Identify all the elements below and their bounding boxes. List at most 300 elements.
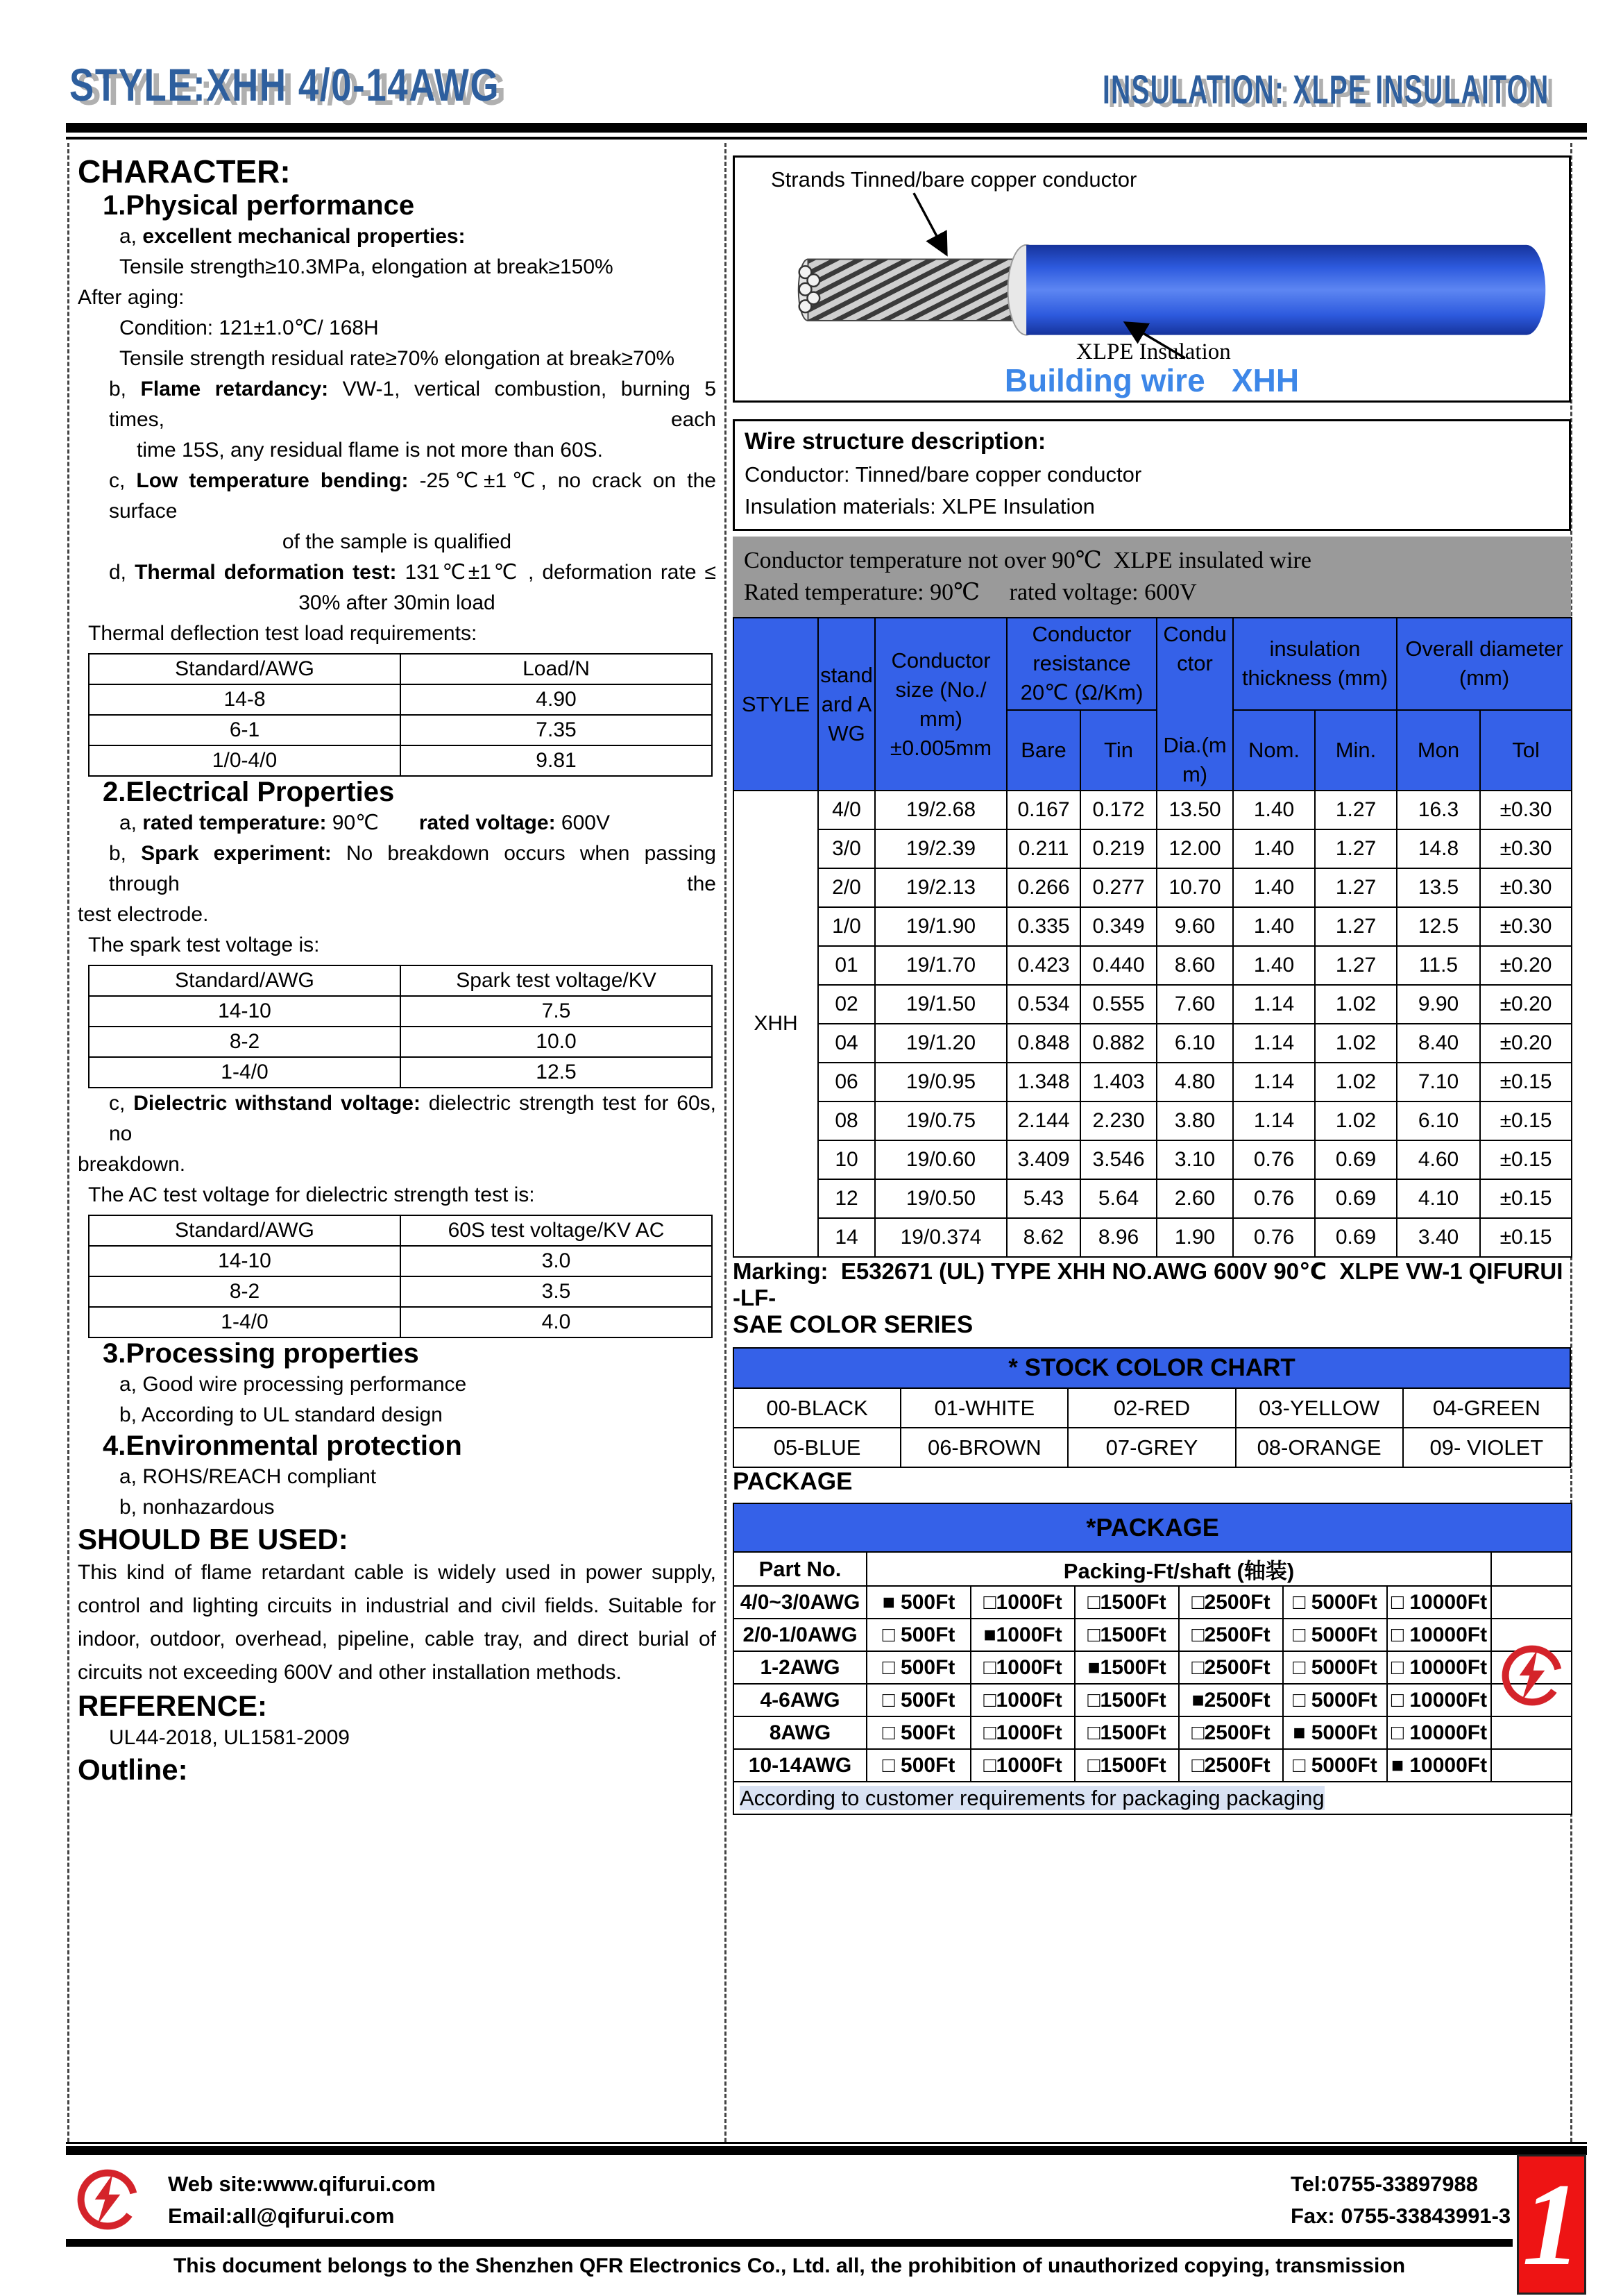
cell-awg: 06: [818, 1063, 875, 1101]
item-label: Flame retardancy:: [140, 378, 343, 400]
cell-dia: 3.80: [1157, 1101, 1233, 1140]
col-min: Min.: [1315, 710, 1397, 791]
table-row: [89, 715, 712, 745]
packing-option: □ 5000Ft: [1283, 1749, 1387, 1782]
packing-option: ■2500Ft: [1179, 1684, 1283, 1716]
processing-b: b, According to UL standard design: [119, 1403, 443, 1426]
usage-paragraph: This kind of flame retardant cable is widely used in power supply, control and lighting circuits in industrial and civil fields. Suitable for indoor, outdoor, overhead, pipeline, cable tray, and direct burial of circuits not exceeding 600V and other installation methods.: [78, 1561, 716, 1684]
section-physical-performance: 1.Physical performance: [103, 190, 415, 221]
cell-min: 1.27: [1315, 868, 1397, 907]
col-conductor-dia-line1: Conductor: [1163, 622, 1227, 675]
cell-tol: ±0.20: [1480, 1024, 1572, 1063]
env-b: b, nonhazardous: [119, 1496, 275, 1519]
reference-heading: REFERENCE:: [78, 1689, 268, 1722]
packing-option: □1000Ft: [971, 1684, 1075, 1716]
cell-tin: 0.555: [1080, 985, 1157, 1024]
cell-dia: 9.60: [1157, 907, 1233, 946]
packing-option: □ 500Ft: [867, 1651, 971, 1684]
cell-tol: ±0.20: [1480, 985, 1572, 1024]
packing-option: □ 5000Ft: [1283, 1684, 1387, 1716]
qfr-logo-icon: [1500, 1639, 1564, 1712]
item-prefix: a,: [119, 811, 143, 834]
spec-row: [733, 1140, 1572, 1179]
packing-option: □1000Ft: [971, 1716, 1075, 1749]
cell-size: 19/0.95: [875, 1063, 1007, 1101]
cell-nom: 0.76: [1233, 1179, 1315, 1218]
cell-nom: 0.76: [1233, 1218, 1315, 1257]
cell-awg: 1-4/0: [89, 1057, 400, 1088]
item-label: Low temperature bending:: [136, 469, 420, 492]
footer-rule-bottom: [66, 2239, 1513, 2247]
cell-min: 1.27: [1315, 946, 1397, 985]
packing-option: □1000Ft: [971, 1749, 1075, 1782]
cell-size: 19/0.60: [875, 1140, 1007, 1179]
item-prefix: a,: [119, 225, 143, 248]
dielectric-line2: breakdown.: [78, 1153, 186, 1176]
packing-option: ■ 5000Ft: [1283, 1716, 1387, 1749]
color-cell: 08-ORANGE: [1236, 1428, 1403, 1467]
cell-tin: 3.546: [1080, 1140, 1157, 1179]
right-column: [733, 155, 1589, 1815]
rated-temp-label: rated temperature:: [142, 811, 332, 834]
cell-tin: 0.349: [1080, 907, 1157, 946]
col-insulation-thickness: insulation thickness (mm): [1233, 618, 1397, 710]
cell-min: 1.27: [1315, 907, 1397, 946]
cell-bare: 0.534: [1007, 985, 1080, 1024]
footer-email[interactable]: Email:all@qifurui.com: [168, 2204, 395, 2228]
condition-line: Condition: 121±1.0℃/ 168H: [119, 316, 379, 339]
cell-load: 9.81: [400, 745, 712, 776]
packing-option: □ 500Ft: [867, 1619, 971, 1651]
cell-tol: ±0.15: [1480, 1140, 1572, 1179]
thermal-load-table: [88, 653, 713, 777]
wire-structure-insulation: Insulation materials: XLPE Insulation: [745, 494, 1095, 518]
cell-tin: 1.403: [1080, 1063, 1157, 1101]
packing-option: □1500Ft: [1075, 1749, 1179, 1782]
should-be-used-heading: SHOULD BE USED:: [78, 1523, 348, 1555]
cell-part: 8AWG: [733, 1716, 867, 1749]
spec-row: [733, 829, 1572, 868]
stranded-conductor: [808, 259, 1025, 320]
package-table-wrap: [733, 1503, 1571, 1815]
color-cell: 04-GREEN: [1403, 1388, 1570, 1428]
packing-option: □2500Ft: [1179, 1651, 1283, 1684]
packing-option: □2500Ft: [1179, 1586, 1283, 1619]
character-heading: CHARACTER:: [78, 153, 291, 189]
item-prefix: d,: [109, 561, 135, 584]
cell-tin: 0.172: [1080, 791, 1157, 829]
cell-tin: 0.882: [1080, 1024, 1157, 1063]
packing-option: □ 500Ft: [867, 1749, 971, 1782]
cell-kv: 4.0: [400, 1307, 712, 1337]
cell-bare: 0.848: [1007, 1024, 1080, 1063]
cell-size: 19/2.39: [875, 829, 1007, 868]
cell-size: 19/1.50: [875, 985, 1007, 1024]
col-conductor-resistance: Conductor resistance 20℃ (Ω/Km): [1007, 618, 1157, 710]
package-note-row: [733, 1782, 1572, 1814]
packing-option: □1000Ft: [971, 1651, 1075, 1684]
packing-option: □ 10000Ft: [1387, 1716, 1491, 1749]
package-title: *PACKAGE: [733, 1503, 1572, 1552]
cell-awg: 2/0: [818, 868, 875, 907]
cell-tin: 0.440: [1080, 946, 1157, 985]
cell-mon: 3.40: [1397, 1218, 1480, 1257]
cell-nom: 1.14: [1233, 985, 1315, 1024]
cell-bare: 3.409: [1007, 1140, 1080, 1179]
cell-bare: 0.335: [1007, 907, 1080, 946]
col-mon: Mon: [1397, 710, 1480, 791]
table-row: [89, 684, 712, 715]
cell-tol: ±0.30: [1480, 907, 1572, 946]
cell-min: 0.69: [1315, 1218, 1397, 1257]
cell-tol: ±0.15: [1480, 1063, 1572, 1101]
cell-mon: 12.5: [1397, 907, 1480, 946]
marking-line: [733, 1258, 1589, 1311]
item-label: Dielectric withstand voltage:: [133, 1092, 420, 1115]
packing-option: □2500Ft: [1179, 1749, 1283, 1782]
cell-tin: 5.64: [1080, 1179, 1157, 1218]
packing-option: □2500Ft: [1179, 1716, 1283, 1749]
thermal-note: Thermal deflection test load requirements:: [88, 622, 477, 645]
cell-min: 1.27: [1315, 829, 1397, 868]
cell-min: 1.02: [1315, 985, 1397, 1024]
rated-temp-value: 90℃: [332, 811, 379, 834]
cell-awg: 12: [818, 1179, 875, 1218]
cell-nom: 1.40: [1233, 791, 1315, 829]
cell-awg: 14: [818, 1218, 875, 1257]
cell-mon: 6.10: [1397, 1101, 1480, 1140]
packing-option: □ 10000Ft: [1387, 1684, 1491, 1716]
cell-mon: 4.10: [1397, 1179, 1480, 1218]
col-nom: Nom.: [1233, 710, 1315, 791]
processing-a: a, Good wire processing performance: [119, 1373, 467, 1396]
rated-line: [78, 808, 716, 838]
item-prefix: c,: [109, 1092, 134, 1115]
packing-option: □ 5000Ft: [1283, 1619, 1387, 1651]
item-d-thermal: [78, 557, 716, 588]
cell-kv: 12.5: [400, 1057, 712, 1088]
tensile-line: Tensile strength≥10.3MPa, elongation at break≥150%: [119, 255, 613, 278]
color-cell: 05-BLUE: [733, 1428, 901, 1467]
package-row: [733, 1684, 1572, 1716]
package-row: [733, 1651, 1572, 1684]
package-note-text: According to customer requirements for packaging packaging: [740, 1785, 1325, 1810]
cell-tol: ±0.15: [1480, 1218, 1572, 1257]
spec-row: [733, 1218, 1572, 1257]
cell-part: 2/0-1/0AWG: [733, 1619, 867, 1651]
stock-color-header: [733, 1348, 1570, 1388]
banner-line2: Rated temperature: 90℃ rated voltage: 600V: [744, 580, 1197, 605]
cell-size: 19/0.50: [875, 1179, 1007, 1218]
spec-row: [733, 1024, 1572, 1063]
logo-column-cell: [1491, 1586, 1572, 1619]
spec-row: [733, 1179, 1572, 1218]
cell-nom: 1.40: [1233, 868, 1315, 907]
conductor-callout-label: Strands Tinned/bare copper conductor: [771, 167, 1137, 192]
item-prefix: c,: [109, 469, 137, 492]
package-title-row: [733, 1503, 1572, 1552]
packing-option: □ 5000Ft: [1283, 1586, 1387, 1619]
color-cell: 03-YELLOW: [1236, 1388, 1403, 1428]
cell-min: 1.02: [1315, 1024, 1397, 1063]
cell-kv: 10.0: [400, 1027, 712, 1057]
col-standard-awg: Standard/AWG: [89, 654, 400, 684]
cell-tol: ±0.30: [1480, 829, 1572, 868]
packing-option: ■1500Ft: [1075, 1651, 1179, 1684]
package-note: [733, 1782, 1572, 1814]
packing-option: ■ 500Ft: [867, 1586, 971, 1619]
header-rule-thin: [66, 137, 1587, 140]
col-standard-awg: standard AWG: [818, 618, 875, 791]
cell-size: 19/1.20: [875, 1024, 1007, 1063]
cell-awg: 01: [818, 946, 875, 985]
cell-nom: 1.14: [1233, 1063, 1315, 1101]
section-processing: 3.Processing properties: [103, 1338, 419, 1369]
reference-text: UL44-2018, UL1581-2009: [109, 1726, 350, 1749]
spec-style-value: XHH: [733, 791, 818, 1257]
cell-bare: 0.266: [1007, 868, 1080, 907]
table-row: [89, 1307, 712, 1337]
item-b-spark: [78, 838, 716, 900]
spec-row: [733, 868, 1572, 907]
cell-part: 1-2AWG: [733, 1651, 867, 1684]
ac-voltage-table: [88, 1215, 713, 1338]
cell-mon: 11.5: [1397, 946, 1480, 985]
packing-option: □ 10000Ft: [1387, 1619, 1491, 1651]
cell-awg: 10: [818, 1140, 875, 1179]
item-text: 131℃±1℃ , deformation rate ≤: [405, 561, 717, 584]
packing-header: Packing-Ft/shaft (轴装): [867, 1552, 1491, 1586]
cell-tol: ±0.30: [1480, 868, 1572, 907]
item-b-flame: [78, 374, 716, 435]
banner-line1: Conductor temperature not over 90℃ XLPE insulated wire: [744, 548, 1311, 573]
outline-heading: Outline:: [78, 1753, 188, 1786]
cell-bare: 0.167: [1007, 791, 1080, 829]
cell-size: 19/2.68: [875, 791, 1007, 829]
cell-bare: 0.423: [1007, 946, 1080, 985]
doc-title-left: STYLE:XHH 4/0-14AWG: [69, 59, 500, 110]
qfr-logo-icon: [66, 2163, 149, 2236]
logo-column-cell: [1491, 1749, 1572, 1782]
after-aging-line: After aging:: [78, 286, 185, 309]
spec-row: [733, 1101, 1572, 1140]
cell-bare: 5.43: [1007, 1179, 1080, 1218]
package-row: [733, 1716, 1572, 1749]
package-row: [733, 1749, 1572, 1782]
col-60s-voltage: 60S test voltage/KV AC: [400, 1215, 712, 1246]
wire-structure-conductor: Conductor: Tinned/bare copper conductor: [745, 462, 1142, 487]
cell-awg: 14-8: [89, 684, 400, 715]
rated-volt-label: rated voltage:: [418, 811, 561, 834]
insulation-body: [1026, 245, 1527, 335]
cell-part: 4/0~3/0AWG: [733, 1586, 867, 1619]
section-electrical: 2.Electrical Properties: [103, 777, 395, 807]
cell-awg: 3/0: [818, 829, 875, 868]
cell-awg: 4/0: [818, 791, 875, 829]
col-conductor-dia-line2: Dia.(mm): [1163, 732, 1227, 786]
footer-contact: [168, 2168, 436, 2232]
cell-dia: 8.60: [1157, 946, 1233, 985]
cell-tin: 2.230: [1080, 1101, 1157, 1140]
color-cell: 01-WHITE: [901, 1388, 1068, 1428]
packing-option: □ 10000Ft: [1387, 1651, 1491, 1684]
cell-min: 1.02: [1315, 1063, 1397, 1101]
header-rule-thick: [66, 123, 1587, 133]
cell-awg: 6-1: [89, 715, 400, 745]
cell-load: 7.35: [400, 715, 712, 745]
cell-tol: ±0.30: [1480, 791, 1572, 829]
cell-kv: 7.5: [400, 996, 712, 1027]
item-prefix: b,: [109, 842, 142, 865]
packing-option: □1000Ft: [971, 1586, 1075, 1619]
cell-mon: 7.10: [1397, 1063, 1480, 1101]
doc-title-right: INSULATION: XLPE INSULAITON: [1103, 67, 1549, 112]
spec-row: [733, 791, 1572, 829]
cell-load: 4.90: [400, 684, 712, 715]
cell-min: 1.02: [1315, 1101, 1397, 1140]
part-no-header: Part No.: [733, 1552, 867, 1586]
table-row: [89, 1246, 712, 1276]
color-cell: 00-BLACK: [733, 1388, 901, 1428]
specification-table: [733, 617, 1572, 1258]
cell-dia: 1.90: [1157, 1218, 1233, 1257]
footer-website[interactable]: Web site:www.qifurui.com: [168, 2172, 436, 2196]
cell-size: 19/2.13: [875, 868, 1007, 907]
cell-mon: 4.60: [1397, 1140, 1480, 1179]
packing-option: □ 10000Ft: [1387, 1586, 1491, 1619]
col-spark-voltage: Spark test voltage/KV: [400, 965, 712, 996]
packing-option: □2500Ft: [1179, 1619, 1283, 1651]
section-environmental: 4.Environmental protection: [103, 1430, 462, 1461]
package-heading: PACKAGE: [733, 1468, 853, 1496]
cell-tol: ±0.15: [1480, 1101, 1572, 1140]
cell-nom: 0.76: [1233, 1140, 1315, 1179]
cell-awg: 8-2: [89, 1276, 400, 1307]
cell-mon: 9.90: [1397, 985, 1480, 1024]
page-number: 1: [1522, 2159, 1581, 2290]
cell-awg: 14-10: [89, 996, 400, 1027]
package-row: [733, 1586, 1572, 1619]
cell-kv: 3.0: [400, 1246, 712, 1276]
col-standard-awg: Standard/AWG: [89, 965, 400, 996]
table-row: [89, 1057, 712, 1088]
col-standard-awg: Standard/AWG: [89, 1215, 400, 1246]
cell-mon: 16.3: [1397, 791, 1480, 829]
spark-voltage-table: [88, 965, 713, 1088]
footer-rule-thick: [66, 2146, 1587, 2155]
spec-row: [733, 1063, 1572, 1101]
cell-dia: 6.10: [1157, 1024, 1233, 1063]
packing-option: ■1000Ft: [971, 1619, 1075, 1651]
footer-disclaimer: This document belongs to the Shenzhen QFR Electronics Co., Ltd. all, the prohibition of unauthorized copying, transmission: [173, 2254, 1406, 2277]
cell-nom: 1.40: [1233, 907, 1315, 946]
cell-mon: 8.40: [1397, 1024, 1480, 1063]
logo-column-header: [1491, 1552, 1572, 1586]
item-label: Spark experiment:: [141, 842, 332, 865]
col-overall-diameter: Overall diameter (mm): [1397, 618, 1572, 710]
cell-tin: 0.277: [1080, 868, 1157, 907]
packing-option: □ 500Ft: [867, 1716, 971, 1749]
cell-awg: 02: [818, 985, 875, 1024]
cell-size: 19/1.90: [875, 907, 1007, 946]
stock-color-table: [733, 1347, 1571, 1468]
conductor-arrow-icon: [914, 193, 946, 254]
cell-nom: 1.14: [1233, 1101, 1315, 1140]
item-label: Thermal deformation test:: [135, 561, 405, 584]
col-tin: Tin: [1080, 710, 1157, 791]
rated-volt-value: 600V: [561, 811, 610, 834]
col-load: Load/N: [400, 654, 712, 684]
col-bare: Bare: [1007, 710, 1080, 791]
cell-mon: 14.8: [1397, 829, 1480, 868]
footer-tel: Tel:0755-33897988: [1291, 2172, 1479, 2196]
cell-nom: 1.14: [1233, 1024, 1315, 1063]
item-c-bending: [78, 466, 716, 527]
packing-option: □ 5000Ft: [1283, 1651, 1387, 1684]
spec-row: [733, 907, 1572, 946]
cell-tol: ±0.20: [1480, 946, 1572, 985]
col-tol: Tol: [1480, 710, 1572, 791]
packing-option: □1500Ft: [1075, 1586, 1179, 1619]
cell-dia: 3.10: [1157, 1140, 1233, 1179]
marking-label: Marking:: [733, 1258, 829, 1285]
item-text: dielectric strength test for 60s, no: [109, 1092, 717, 1145]
cell-min: 0.69: [1315, 1140, 1397, 1179]
spark-line2: test electrode.: [78, 903, 209, 926]
item-prefix: b,: [109, 378, 141, 400]
ac-note: The AC test voltage for dielectric strength test is:: [88, 1183, 535, 1206]
packing-option: □1500Ft: [1075, 1684, 1179, 1716]
cell-dia: 13.50: [1157, 791, 1233, 829]
item-text: No breakdown occurs when passing through the: [109, 842, 716, 895]
cell-part: 4-6AWG: [733, 1684, 867, 1716]
item-text: VW-1, vertical combustion, burning 5 times, each: [109, 378, 717, 431]
cell-tol: ±0.15: [1480, 1179, 1572, 1218]
footer-phone: [1291, 2168, 1511, 2232]
cell-mon: 13.5: [1397, 868, 1480, 907]
cell-part: 10-14AWG: [733, 1749, 867, 1782]
page-border-left: [67, 143, 69, 2142]
marking-text: E532671 (UL) TYPE XHH NO.AWG 600V 90℃ XLPE VW-1 QIFURUI -LF-: [733, 1258, 1589, 1311]
cell-dia: 12.00: [1157, 829, 1233, 868]
item-a-mechanical: [78, 221, 716, 252]
cell-awg: 1/0: [818, 907, 875, 946]
page-number-badge: [1517, 2154, 1586, 2295]
item-label: excellent mechanical properties:: [142, 225, 466, 248]
package-row: [733, 1619, 1572, 1651]
packing-option: □1500Ft: [1075, 1716, 1179, 1749]
wire-structure-box: [733, 419, 1571, 531]
residual-line: Tensile strength residual rate≥70% elongation at break≥70%: [119, 347, 675, 370]
stock-color-row: [733, 1388, 1570, 1428]
package-table: [733, 1503, 1572, 1815]
sae-color-heading: SAE COLOR SERIES: [733, 1311, 974, 1339]
cell-awg: 14-10: [89, 1246, 400, 1276]
flame-line2: time 15S, any residual flame is not more than 60S.: [137, 439, 604, 462]
cell-bare: 8.62: [1007, 1218, 1080, 1257]
wire-structure-heading: Wire structure description:: [745, 428, 1046, 455]
footer-fax: Fax: 0755-33843991-3: [1291, 2204, 1511, 2228]
packing-option: □1500Ft: [1075, 1619, 1179, 1651]
item-text: -25℃±1℃, no crack on the surface: [109, 469, 716, 523]
table-row: [89, 1276, 712, 1307]
product-name: Building wire XHH: [1004, 362, 1300, 398]
spec-table-banner: [733, 537, 1571, 617]
color-cell: 02-RED: [1068, 1388, 1235, 1428]
color-cell: 06-BROWN: [901, 1428, 1068, 1467]
table-row: [89, 1027, 712, 1057]
wire-illustration-box: [733, 155, 1571, 403]
